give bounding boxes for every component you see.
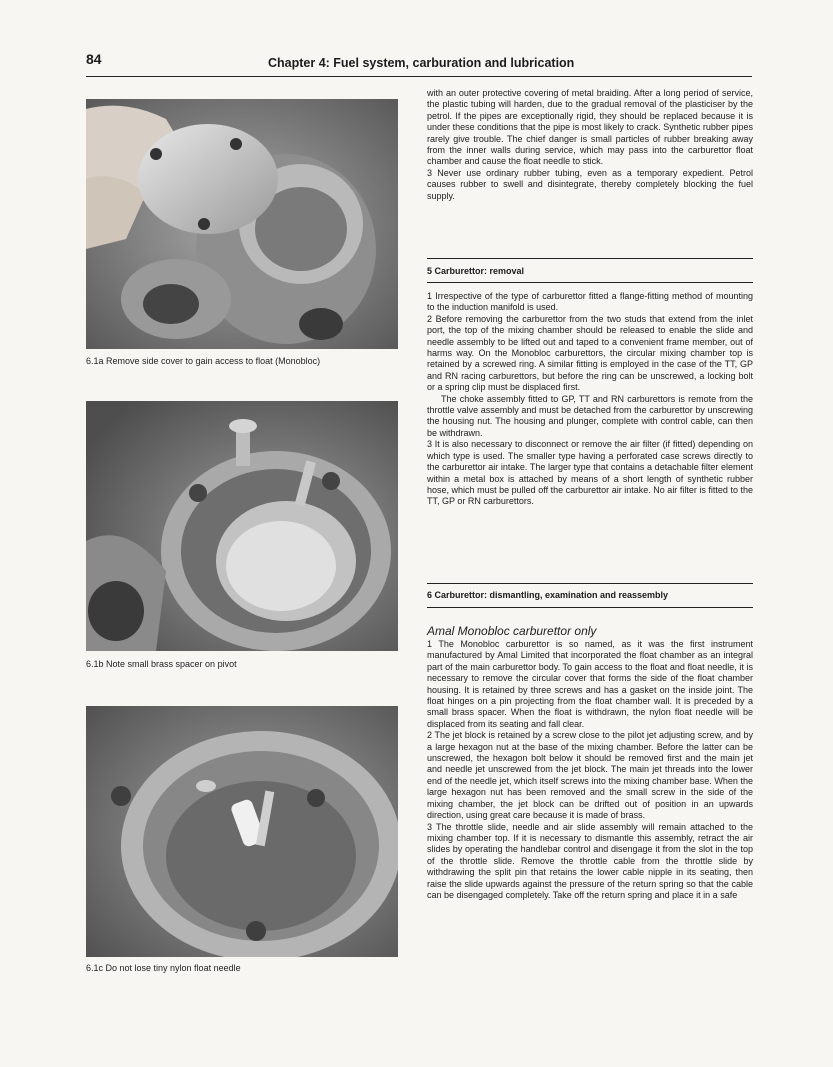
body-paragraph: 3 It is also necessary to disconnect or remove the air filter (if fitted) depending on which type is used. The smaller type having a perforated case screws directly to the carburettor air intake. The larger type that contains a detachable filter element within a metal box is attached by means of a short length of synthetic rubber hose, which must be pulled off the carburettor air intake. No air filter is fitted to the TT, GP or RN carburettors. bbox=[427, 439, 753, 507]
photo-6-1a bbox=[86, 99, 398, 349]
body-paragraph: 3 The throttle slide, needle and air slide assembly will remain attached to the mixing chamber top. If it is necessary to dismantle this assembly, retract the air slides by operating the handlebar control and disengage it from the slot in the top of the throttle slide. Remove the throttle cable from the throttle slide by withdrawing the split pin that retains the lower cable nipple in its seating, then raise the slide upwards against the pressure of the return spring so that the cable can be disengaged completely. Take off the return spring and place it in a safe bbox=[427, 821, 753, 900]
body-paragraph: The choke assembly fitted to GP, TT and RN carburettors is remote from the throttle valve assembly and must be detached from the carburettor by unscrewing the housing nut. The housing and plunger, complete with control cable, can then be withdrawn. bbox=[427, 393, 753, 438]
section-6-subheading: Amal Monobloc carburettor only bbox=[427, 624, 597, 638]
header-rule bbox=[86, 76, 752, 77]
section-rule bbox=[427, 258, 753, 259]
figure-caption-6-1c: 6.1c Do not lose tiny nylon float needle bbox=[86, 963, 241, 973]
figure-caption-6-1b: 6.1b Note small brass spacer on pivot bbox=[86, 659, 237, 669]
section-5-body bbox=[427, 291, 753, 508]
intro-text-block bbox=[427, 88, 753, 202]
figure-caption-6-1a: 6.1a Remove side cover to gain access to float (Monobloc) bbox=[86, 356, 321, 366]
body-paragraph: 2 The jet block is retained by a screw close to the pilot jet adjusting screw, and by a large hexagon nut at the base of the mixing chamber. Before the latter can be unscrewed, the hexagon bolt below it should be removed first and the main jet and needle jet unscrewed from the jet block. The main jet threads into the lower end of the needle jet, which itself screws into the mixing chamber base. When the large hexagon nut has been removed and the small screw in the side of the mixing chamber, the jet block can be drifted out of position in an upwards direction, using great care because it is made of brass. bbox=[427, 730, 753, 821]
photo-6-1b bbox=[86, 401, 398, 651]
intro-paragraph: 3 Never use ordinary rubber tubing, even as a temporary expedient. Petrol causes rubber to swell and disintegrate, thereby completely blocking the fuel supply. bbox=[427, 167, 753, 201]
section-6-body bbox=[427, 639, 753, 901]
section-6-title: 6 Carburettor: dismantling, examination and reassembly bbox=[427, 590, 669, 600]
section-rule bbox=[427, 607, 753, 608]
section-5-title: 5 Carburettor: removal bbox=[427, 266, 525, 276]
section-rule bbox=[427, 282, 753, 283]
body-paragraph: 1 The Monobloc carburettor is so named, as it was the first instrument manufactured by Amal Limited that incorporated the float chamber as an integral part of the main carburettor body. To gain access to the float and float needle, it is necessary to remove the circular cover that forms the side of the float chamber housing. It is retained by three screws and has a gasket on the inside joint. The float hinges on a pin projecting from the float chamber wall. It is preceded by a small brass spacer. When the float is withdrawn, the nylon float needle will be displaced from its seating and fall clear. bbox=[427, 639, 753, 729]
photo-6-1c bbox=[86, 706, 398, 957]
running-header: Chapter 4: Fuel system, carburation and lubrication bbox=[268, 56, 575, 70]
page-number: 84 bbox=[86, 51, 102, 67]
body-paragraph: 2 Before removing the carburettor from the two studs that extend from the inlet port, the top of the mixing chamber should be released to enable the slide and needle assembly to be lifted out and taped to a convenient frame member, out of harms way. On the Monobloc carburettors, the circular mixing chamber top is retained by a screwed ring. A similar fitting is employed in the case of the TT, GP and RN racing carburettors, but before the ring can be unscrewed, a locking bolt or a spring clip must be displaced first. bbox=[427, 313, 753, 393]
body-paragraph: 1 Irrespective of the type of carburettor fitted a flange-fitting method of mounting to the induction manifold is used. bbox=[427, 291, 753, 313]
intro-paragraph: with an outer protective covering of metal braiding. After a long period of service, the plastic tubing will harden, due to the gradual removal of the plasticiser by the petrol. If the pipes are exceptionally rigid, they should be replaced because it is under these conditions that the pipe is most likely to crack. Synthetic rubber pipes rarely give trouble. The chief danger is small particles of rubber breaking away from the inner walls during service, which may pass into the carburettor float chamber and cause the float needle to stick. bbox=[427, 88, 753, 167]
section-rule bbox=[427, 583, 753, 584]
